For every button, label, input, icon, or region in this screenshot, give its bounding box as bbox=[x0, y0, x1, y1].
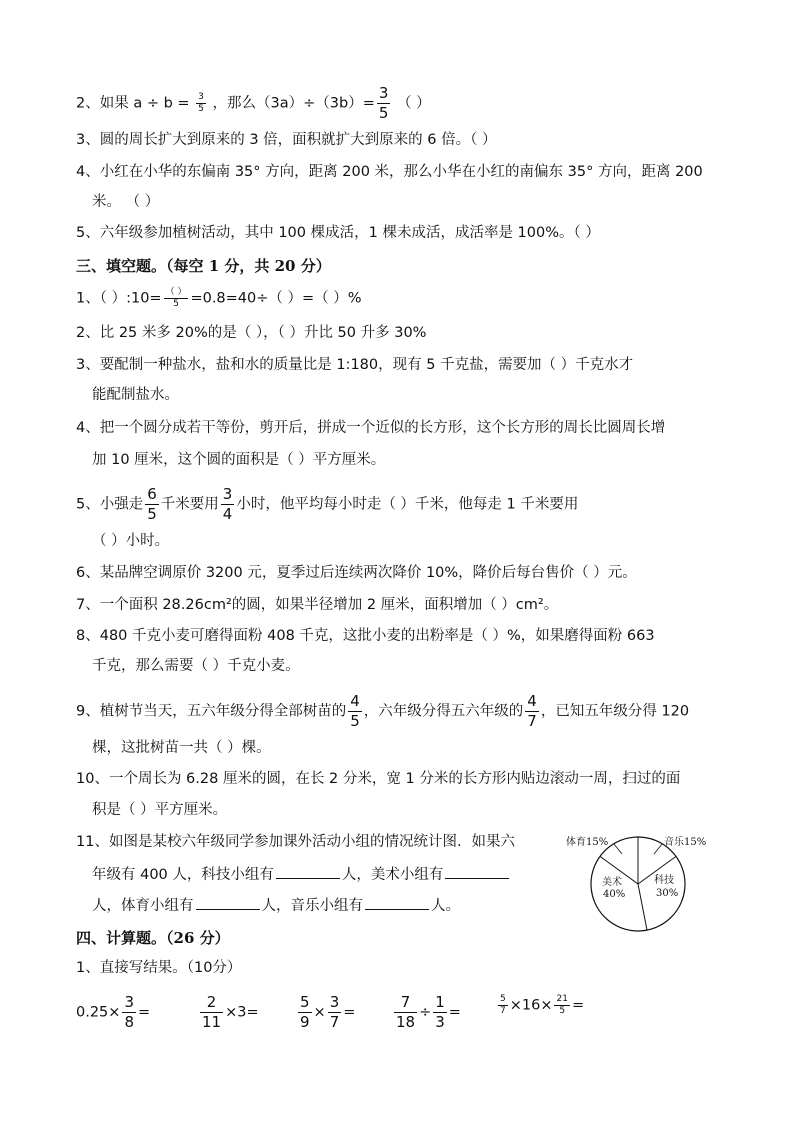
pie-label-music: 音乐15% bbox=[664, 837, 707, 848]
judge-q3: 3、圆的周长扩大到原来的 3 倍，面积就扩大到原来的 6 倍。（ ） bbox=[76, 132, 497, 148]
answer-blank bbox=[445, 863, 509, 879]
judge-q2: 2、如果 a ÷ b = $\frac{3}{5}$ ，那么（3a）÷（3b）= $\frac{3}{5}$ （ ） bbox=[76, 84, 431, 122]
pie-value-tech: 30% bbox=[656, 888, 679, 899]
fraction: $\frac{1}{3}$ bbox=[435, 993, 445, 1031]
answer-blank bbox=[276, 863, 340, 879]
fraction: $\frac{5}{9}$ bbox=[300, 993, 310, 1031]
fill-q8-line2: 千克，那么需要（ ）千克小麦。 bbox=[92, 658, 300, 674]
fill-q4-line2: 加 10 厘米，这个圆的面积是（ ）平方厘米。 bbox=[92, 452, 386, 468]
pie-label-sports: 体育15% bbox=[566, 837, 609, 848]
fraction: $\frac{7}{18}$ bbox=[396, 993, 416, 1031]
fill-q10-line1: 10、一个周长为 6.28 厘米的圆，在长 2 分米，宽 1 分米的长方形内贴边滚动一周，扫过的面 bbox=[76, 771, 681, 787]
fill-q11-line3: 人，体育小组有 人，音乐小组有 人。 bbox=[92, 894, 460, 916]
fill-q6: 6、某品牌空调原价 3200 元，夏季过后连续两次降价 10%，降价后每台售价（ ）元。 bbox=[76, 565, 637, 581]
fill-q1: 1、（ ）:10= $\frac{( )}{5}$ =0.8=40÷（ ）=（ ）% bbox=[76, 287, 362, 309]
fraction: $\frac{5}{7}$ bbox=[500, 994, 506, 1016]
calc-expr-2: $\frac{2}{11}$ ×3= bbox=[202, 993, 259, 1031]
calc-subtitle: 1、直接写结果。（10分） bbox=[76, 960, 242, 976]
activity-pie-chart bbox=[558, 828, 718, 938]
fraction: $\frac{3}{5}$ bbox=[198, 92, 204, 114]
fraction: $\frac{4}{7}$ bbox=[527, 692, 537, 730]
pie-pointer bbox=[614, 844, 622, 854]
fraction: $\frac{2}{11}$ bbox=[202, 993, 222, 1031]
judge-q4-line1: 4、小红在小华的东偏南 35° 方向，距离 200 米，那么小华在小红的南偏东 35° 方向，距离 200 bbox=[76, 164, 703, 180]
fraction: $\frac{21}{5}$ bbox=[556, 994, 568, 1016]
calc-expr-1: 0.25× $\frac{3}{8}$ = bbox=[76, 993, 151, 1031]
fraction: $\frac{3}{5}$ bbox=[378, 84, 389, 122]
judge-q5: 5、六年级参加植树活动，其中 100 棵成活，1 棵未成活，成活率是 100%。（ ） bbox=[76, 225, 600, 241]
fraction: $\frac{4}{5}$ bbox=[350, 692, 360, 730]
fill-q4-line1: 4、把一个圆分成若干等份，剪开后，拼成一个近似的长方形，这个长方形的周长比圆周长增 bbox=[76, 420, 666, 436]
fill-q10-line2: 积是（ ）平方厘米。 bbox=[92, 802, 228, 818]
fraction: $\frac{3}{4}$ bbox=[222, 485, 233, 523]
pie-label-art: 美术 bbox=[602, 877, 622, 888]
section-3-title: 三、填空题。（每空 1 分，共 20 分） bbox=[76, 257, 331, 275]
fill-q3-line2: 能配制盐水。 bbox=[92, 387, 179, 403]
pie-label-tech: 科技 bbox=[654, 875, 674, 886]
fill-q5-line2: （ ）小时。 bbox=[92, 533, 170, 549]
section-4-title: 四、计算题。（26 分） bbox=[76, 929, 230, 947]
fraction: $\frac{3}{8}$ bbox=[124, 993, 134, 1031]
answer-blank bbox=[365, 894, 429, 910]
calc-expr-3: $\frac{5}{9}$ × $\frac{3}{7}$ = bbox=[300, 993, 356, 1031]
answer-blank bbox=[196, 894, 260, 910]
fill-q3-line1: 3、要配制一种盐水，盐和水的质量比是 1:180，现有 5 千克盐，需要加（ ）千克水才 bbox=[76, 357, 634, 373]
calc-expr-4: $\frac{7}{18}$ ÷ $\frac{1}{3}$ = bbox=[396, 993, 461, 1031]
pie-value-art: 40% bbox=[603, 889, 626, 900]
fraction: $\frac{( )}{5}$ bbox=[165, 287, 187, 309]
pie-pointer bbox=[654, 844, 662, 854]
fill-q7: 7、一个面积 28.26cm²的圆，如果半径增加 2 厘米，面积增加（ ）cm²。 bbox=[76, 597, 559, 613]
fraction: $\frac{3}{7}$ bbox=[329, 993, 340, 1031]
pie-divider bbox=[638, 884, 647, 930]
fill-q2: 2、比 25 米多 20%的是（ ），（ ）升比 50 升多 30% bbox=[76, 325, 427, 341]
fill-q8-line1: 8、480 千克小麦可磨得面粉 408 千克，这批小麦的出粉率是（ ）%，如果磨得面粉 663 bbox=[76, 628, 655, 644]
judge-q4-line2: 米。 （ ） bbox=[92, 194, 160, 210]
fraction: $\frac{6}{5}$ bbox=[147, 485, 157, 523]
fill-q11-line1: 11、如图是某校六年级同学参加课外活动小组的情况统计图．如果六 bbox=[76, 834, 515, 850]
calc-expr-5: $\frac{5}{7}$ ×16× $\frac{21}{5}$ = bbox=[500, 994, 585, 1016]
fill-q9-line2: 棵，这批树苗一共（ ）棵。 bbox=[92, 740, 271, 756]
fill-q5-line1: 5、小强走 $\frac{6}{5}$ 千米要用 $\frac{3}{4}$ 小时，他平均每小时走（ ）千米，他每走 1 千米要用 bbox=[76, 485, 579, 523]
fill-q11-line2: 年级有 400 人，科技小组有 人，美术小组有 bbox=[92, 863, 511, 885]
fill-q9-line1: 9、植树节当天，五六年级分得全部树苗的 $\frac{4}{5}$ ，六年级分得五六年级的 $\frac{4}{7}$ ，已知五年级分得 120 bbox=[76, 692, 690, 730]
